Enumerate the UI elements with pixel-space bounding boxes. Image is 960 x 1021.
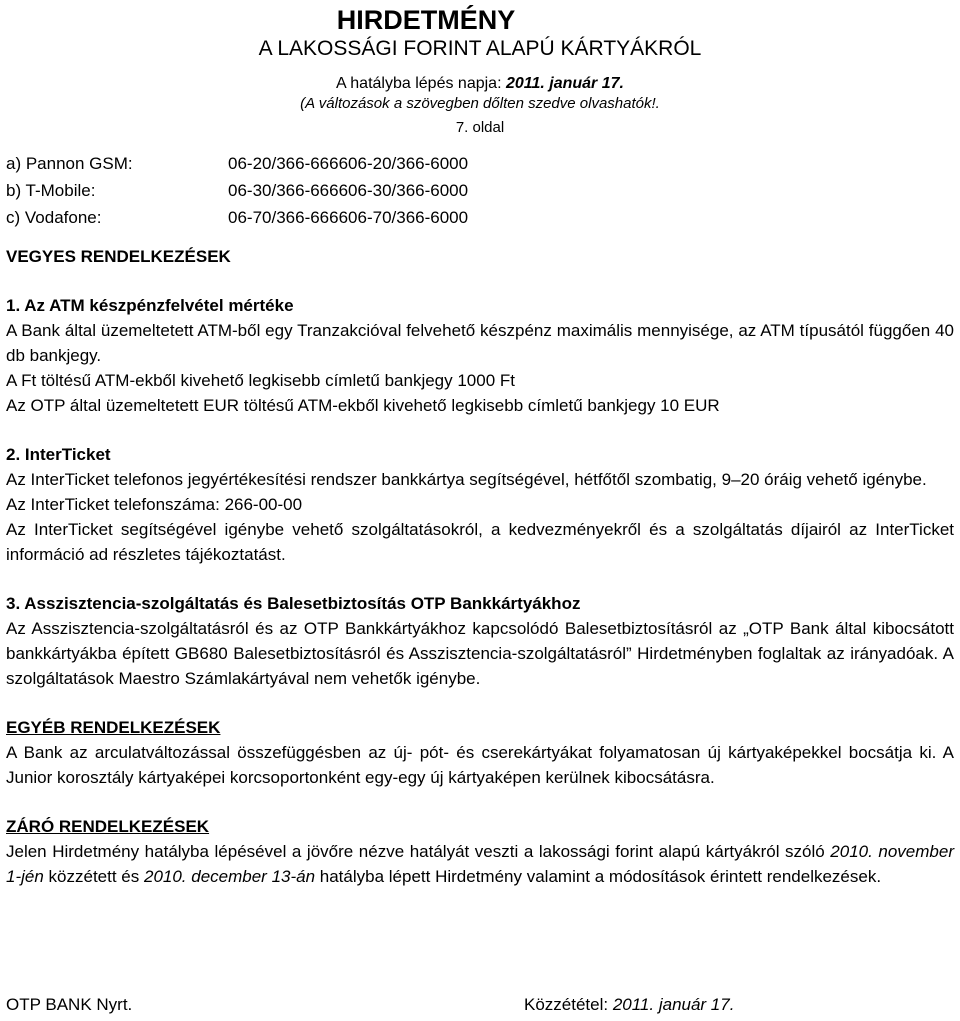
effective-date-value: 2011. január 17. bbox=[505, 75, 624, 92]
mixed-provisions-heading: VEGYES RENDELKEZÉSEK bbox=[6, 247, 231, 266]
closing-provisions-paragraph: Jelen Hirdetmény hatályba lépésével a jövőre nézve hatályát veszti a lakossági forint alapú kártyákról szóló 2010. november 1-jén közzétett és 2010. december 13-án hatályba lépett Hirdetmény valamint a módosítások érintett rendelkezések. bbox=[6, 842, 954, 886]
closing-provisions-heading: ZÁRÓ RENDELKEZÉSEK bbox=[6, 817, 210, 836]
phone-number: 06-30/366-666606-30/366-6000 bbox=[228, 181, 469, 200]
atm-paragraph: A Ft töltésű ATM-ekből kivehető legkisebb címletű bankjegy 1000 Ft bbox=[6, 371, 516, 390]
interticket-paragraph: Az InterTicket segítségével igénybe vehető szolgáltatásokról, a kedvezményekről és a szolgáltatás díjairól az InterTicket információ ad részletes tájékoztatást. bbox=[6, 520, 954, 564]
interticket-paragraph: Az InterTicket telefonos jegyértékesítési rendszer bankkártya segítségével, hétfőtől szombatig, 9–20 óráig vehető igénybe. bbox=[6, 470, 927, 489]
phone-list bbox=[6, 150, 468, 231]
interticket-paragraph: Az InterTicket telefonszáma: 266-00-00 bbox=[6, 495, 303, 514]
other-provisions-heading: EGYÉB RENDELKEZÉSEK bbox=[6, 718, 221, 737]
effective-date-line bbox=[6, 74, 954, 94]
assistance-paragraph: Az Asszisztencia-szolgáltatásról és az OTP Bankkártyákhoz kapcsolódó Balesetbiztosításról az „OTP Bank által kibocsátott bankkártyákba épített GB680 Balesetbiztosításról és Asszisztencia-szolgáltatásról” Hirdetményben foglaltak az irányadóak. A szolgáltatások Maestro Számlakártyával nem vehetők igénybe. bbox=[6, 619, 954, 688]
phone-label: a) Pannon GSM: bbox=[6, 154, 133, 173]
company-name: OTP BANK Nyrt. bbox=[6, 995, 133, 1014]
phone-number: 06-70/366-666606-70/366-6000 bbox=[228, 208, 469, 227]
publication-date-value: 2011. január 17. bbox=[612, 995, 735, 1014]
document-body bbox=[6, 244, 954, 889]
document-title: HIRDETMÉNY bbox=[336, 5, 516, 35]
atm-paragraph: Az OTP által üzemeltetett EUR töltésű ATM-ekből kivehető legkisebb címletű bankjegy 10 EUR bbox=[6, 396, 720, 415]
phone-label: b) T-Mobile: bbox=[6, 181, 96, 200]
other-provisions-paragraph: A Bank az arculatváltozással összefüggésben az új- pót- és cserekártyákat folyamatosan új kártyaképekkel bocsátja ki. A Junior korosztály kártyaképei korcsoportonként egy-egy új kártyaképen kerülnek kibocsátásra. bbox=[6, 743, 954, 787]
assistance-heading: 3. Asszisztencia-szolgáltatás és Balesetbiztosítás OTP Bankkártyákhoz bbox=[6, 594, 581, 613]
phone-number: 06-20/366-666606-20/366-6000 bbox=[228, 154, 469, 173]
effective-date-label: A hatályba lépés napja: bbox=[336, 75, 506, 92]
phone-row bbox=[6, 204, 468, 231]
document-subtitle: A LAKOSSÁGI FORINT ALAPÚ KÁRTYÁKRÓL bbox=[258, 37, 702, 60]
atm-paragraph: A Bank által üzemeltetett ATM-ből egy Tranzakcióval felvehető készpénz maximális mennyisége, az ATM típusától függően 40 db bankjegy. bbox=[6, 321, 954, 365]
interticket-heading: 2. InterTicket bbox=[6, 445, 111, 464]
closing-date-1: 2010. november 1-jén bbox=[6, 842, 954, 886]
phone-label: c) Vodafone: bbox=[6, 208, 102, 227]
atm-heading: 1. Az ATM készpénzfelvétel mértéke bbox=[6, 296, 294, 315]
phone-row bbox=[6, 150, 468, 177]
phone-row bbox=[6, 177, 468, 204]
publication-date: Közzététel: 2011. január 17. bbox=[524, 995, 735, 1014]
closing-date-2: 2010. december 13-án bbox=[143, 867, 316, 886]
page-number: 7. oldal bbox=[455, 119, 505, 136]
change-note: (A változások a szövegben dőlten szedve olvashatók!. bbox=[300, 95, 660, 112]
